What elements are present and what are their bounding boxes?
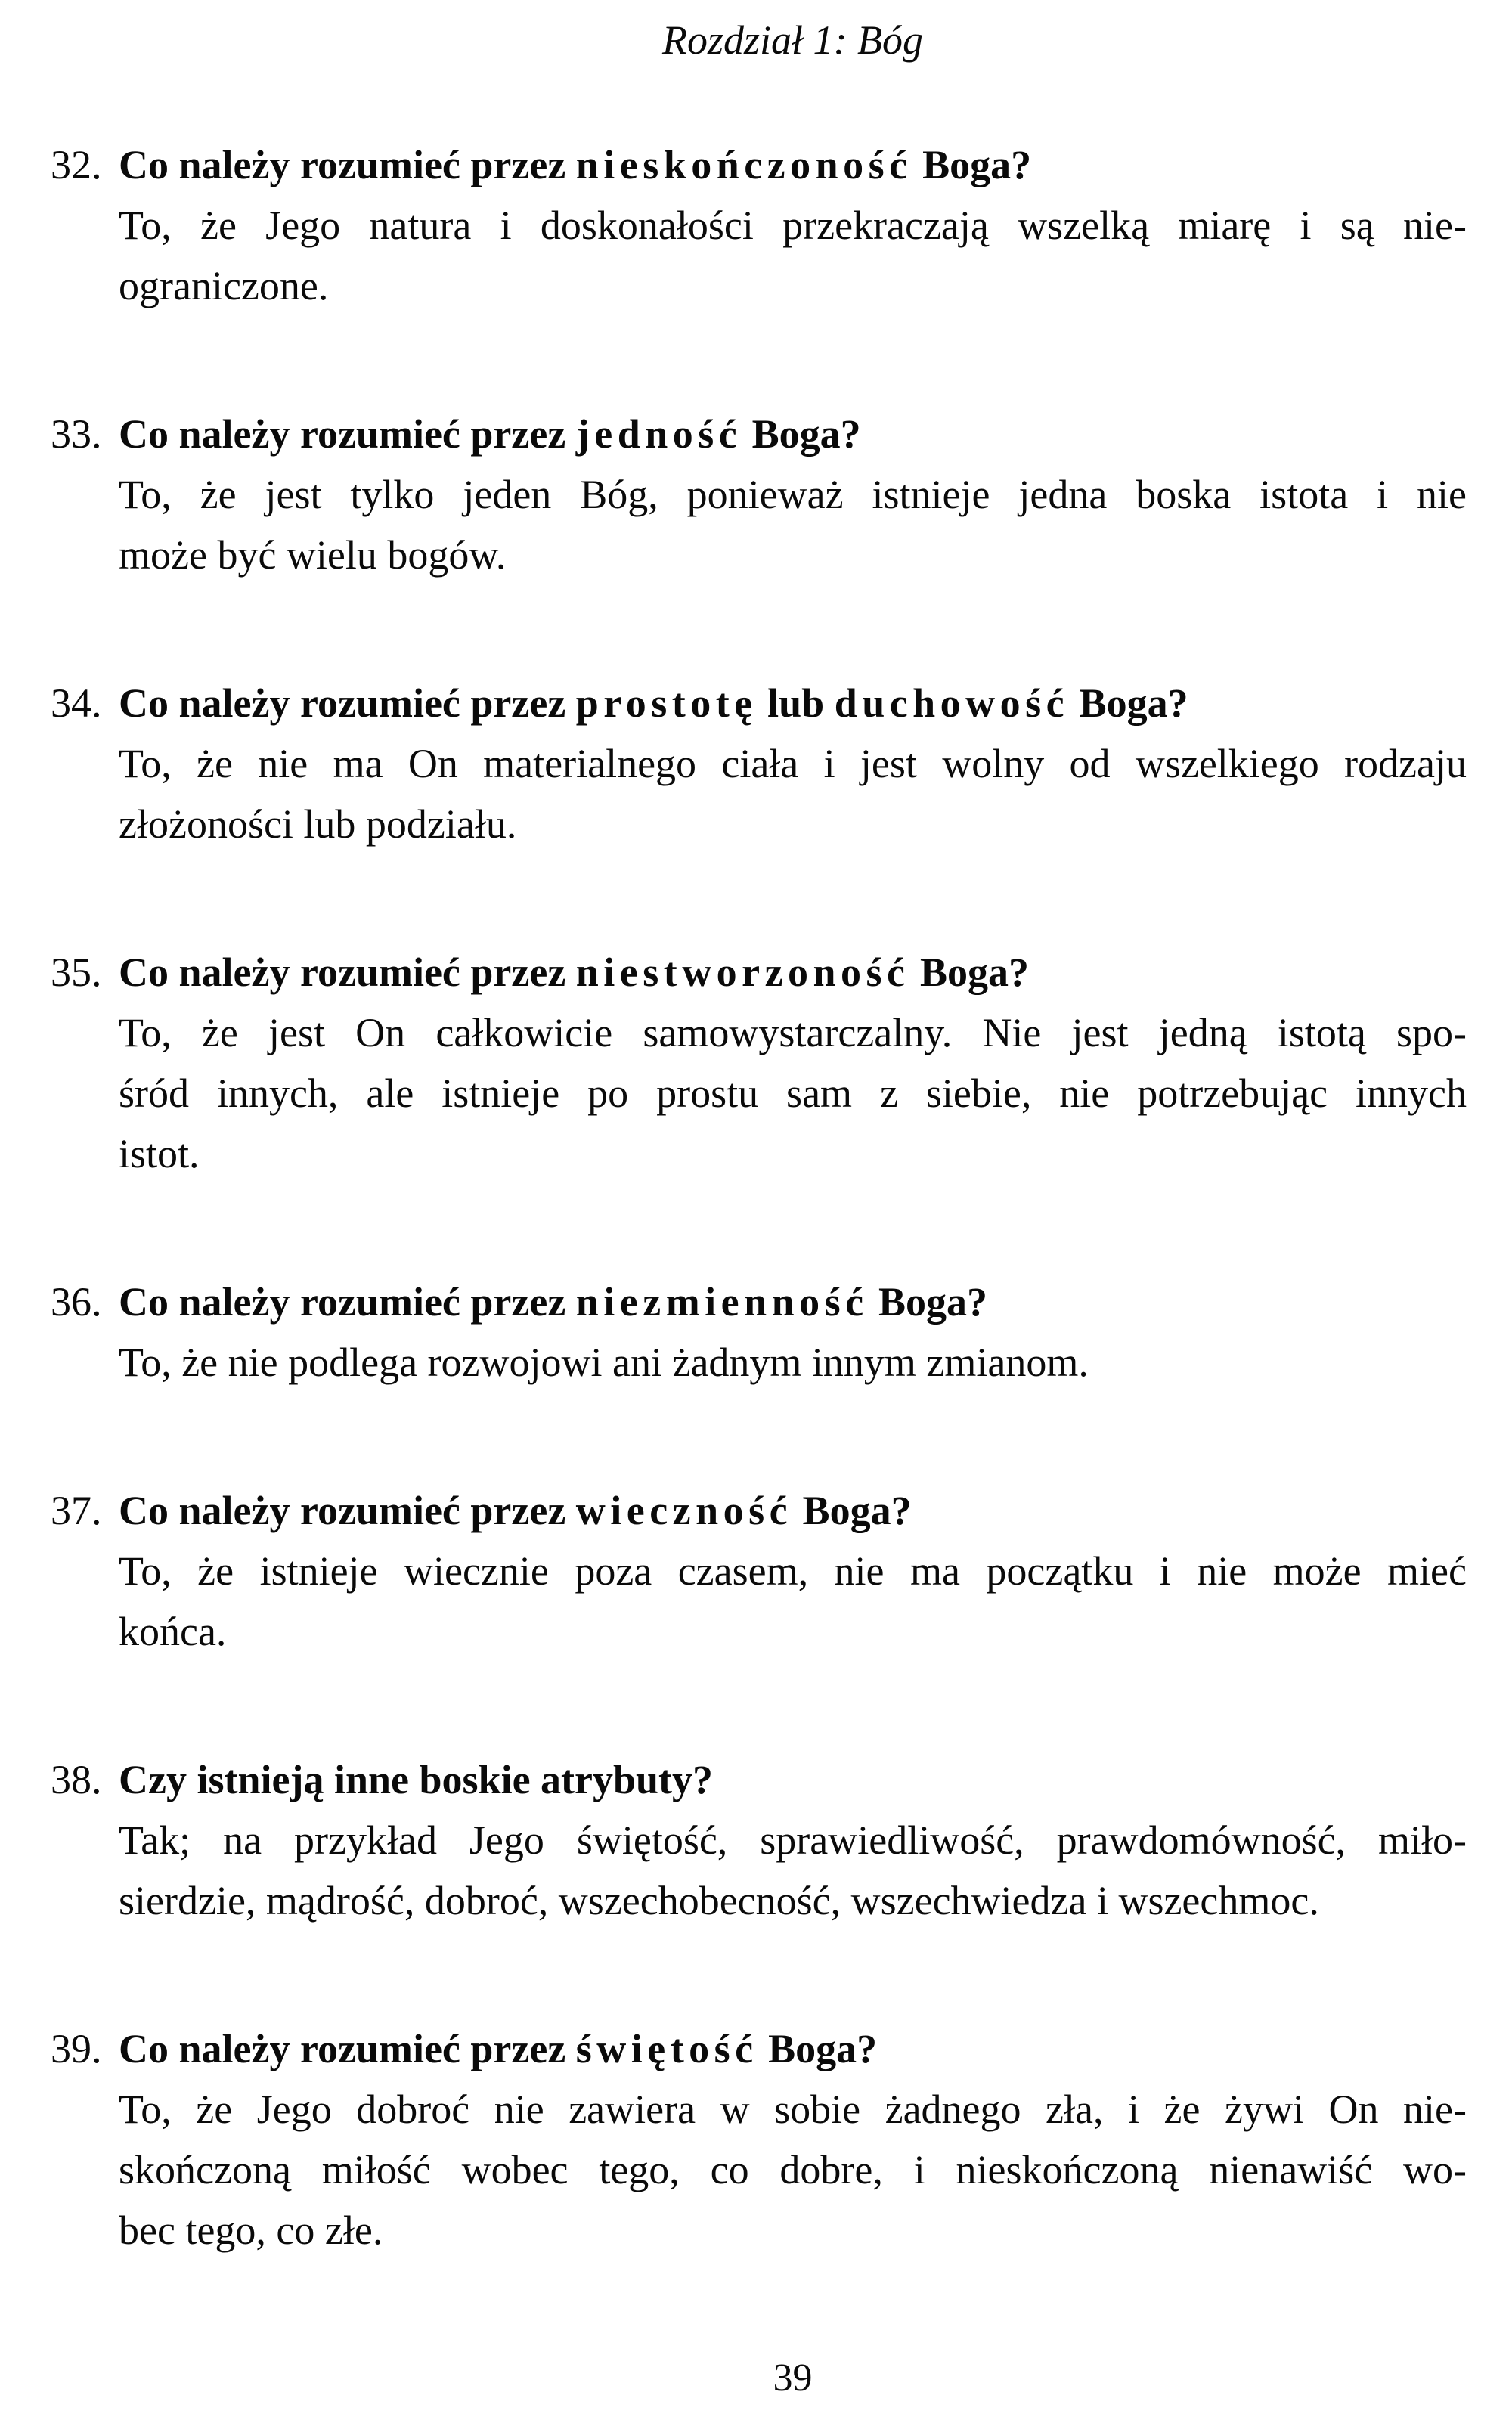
question-part-post: Boga? xyxy=(868,1279,988,1325)
answer-line: ograniczone. xyxy=(119,263,329,308)
question-part-pre: Co należy rozumieć przez xyxy=(119,680,576,726)
question-number: 36. xyxy=(51,1279,102,1325)
answer-line: bec tego, co złe. xyxy=(119,2208,383,2253)
question-text xyxy=(119,1272,1467,1332)
answer-line: istot. xyxy=(119,1131,200,1176)
qa-content xyxy=(119,404,1467,585)
question-part-emphasis: jedność xyxy=(575,411,742,457)
answer-line: To, że Jego natura i doskonałości przekraczają wszelką miarę i są nie- xyxy=(119,203,1467,248)
question-part-pre: Co należy rozumieć przez xyxy=(119,1279,576,1325)
question-part-post: Boga? xyxy=(912,142,1032,187)
answer-line: Tak; na przykład Jego świętość, sprawiedliwość, prawdomówność, miło- xyxy=(119,1817,1467,1863)
question-part-pre: Co należy rozumieć przez xyxy=(119,1488,576,1533)
qa-block-32 xyxy=(51,135,1467,316)
answer-line: śród innych, ale istnieje po prostu sam z siebie, nie potrzebując innych xyxy=(119,1071,1467,1116)
question-number: 38. xyxy=(51,1757,102,1802)
answer-line: sierdzie, mądrość, dobroć, wszechobecność, wszechwiedza i wszechmoc. xyxy=(119,1878,1319,1923)
question-part-emphasis: duchowość xyxy=(834,680,1070,726)
question-part-pre: Czy istnieją inne boskie atrybuty? xyxy=(119,1757,714,1802)
question-number: 33. xyxy=(51,411,102,457)
question-part-mid: lub xyxy=(757,680,835,726)
qa-block-38 xyxy=(51,1749,1467,1931)
question-text xyxy=(119,1749,1467,1810)
qa-content xyxy=(119,1749,1467,1931)
question-number: 37. xyxy=(51,1488,102,1533)
qa-block-35 xyxy=(51,942,1467,1184)
qa-block-33 xyxy=(51,404,1467,585)
answer-line: może być wielu bogów. xyxy=(119,532,507,578)
question-part-emphasis: prostotę xyxy=(575,680,758,726)
answer-line: To, że istnieje wiecznie poza czasem, nie ma początku i nie może mieć xyxy=(119,1548,1467,1594)
answer-line: skończoną miłość wobec tego, co dobre, i nieskończoną nienawiść wo- xyxy=(119,2147,1467,2192)
question-part-post: Boga? xyxy=(909,950,1029,995)
qa-content xyxy=(119,2019,1467,2260)
question-text xyxy=(119,942,1467,1002)
qa-content xyxy=(119,1272,1467,1393)
question-part-post: Boga? xyxy=(792,1488,912,1533)
qa-block-34 xyxy=(51,673,1467,854)
question-text xyxy=(119,135,1467,195)
question-part-post: Boga? xyxy=(758,2026,878,2071)
answer-line: To, że nie ma On materialnego ciała i jest wolny od wszelkiego rodzaju xyxy=(119,741,1467,786)
question-part-emphasis: niezmienność xyxy=(575,1279,869,1325)
qa-block-37 xyxy=(51,1480,1467,1662)
question-number: 39. xyxy=(51,2026,102,2071)
question-part-pre: Co należy rozumieć przez xyxy=(119,950,576,995)
qa-content xyxy=(119,673,1467,854)
answer-line: To, że jest On całkowicie samowystarczalny. Nie jest jedną istotą spo- xyxy=(119,1010,1467,1055)
question-number: 35. xyxy=(51,950,102,995)
question-part-emphasis: nieskończoność xyxy=(575,142,912,187)
answer-line: końca. xyxy=(119,1609,227,1654)
chapter-header: Rozdział 1: Bóg xyxy=(662,17,923,63)
answer-line: złożoności lub podziału. xyxy=(119,801,517,847)
answer-line: To, że nie podlega rozwojowi ani żadnym innym zmianom. xyxy=(119,1340,1089,1385)
question-text xyxy=(119,1480,1467,1541)
qa-block-39 xyxy=(51,2019,1467,2260)
question-part-emphasis: wieczność xyxy=(575,1488,793,1533)
question-part-pre: Co należy rozumieć przez xyxy=(119,411,576,457)
question-text xyxy=(119,2019,1467,2079)
question-part-pre: Co należy rozumieć przez xyxy=(119,142,576,187)
qa-content xyxy=(119,135,1467,316)
question-part-emphasis: niestworzoność xyxy=(575,950,910,995)
qa-content xyxy=(119,1480,1467,1662)
answer-line: To, że jest tylko jeden Bóg, ponieważ istnieje jedna boska istota i nie xyxy=(119,472,1467,517)
qa-block-36 xyxy=(51,1272,1467,1393)
question-part-post: Boga? xyxy=(1069,680,1188,726)
page-number: 39 xyxy=(773,2356,813,2400)
question-number: 34. xyxy=(51,680,102,726)
question-text xyxy=(119,404,1467,464)
question-part-post: Boga? xyxy=(742,411,861,457)
question-part-pre: Co należy rozumieć przez xyxy=(119,2026,576,2071)
question-part-emphasis: świętość xyxy=(575,2026,758,2071)
answer-line: To, że Jego dobroć nie zawiera w sobie żadnego zła, i że żywi On nie- xyxy=(119,2087,1467,2132)
qa-content xyxy=(119,942,1467,1184)
question-text xyxy=(119,673,1467,733)
question-number: 32. xyxy=(51,142,102,187)
